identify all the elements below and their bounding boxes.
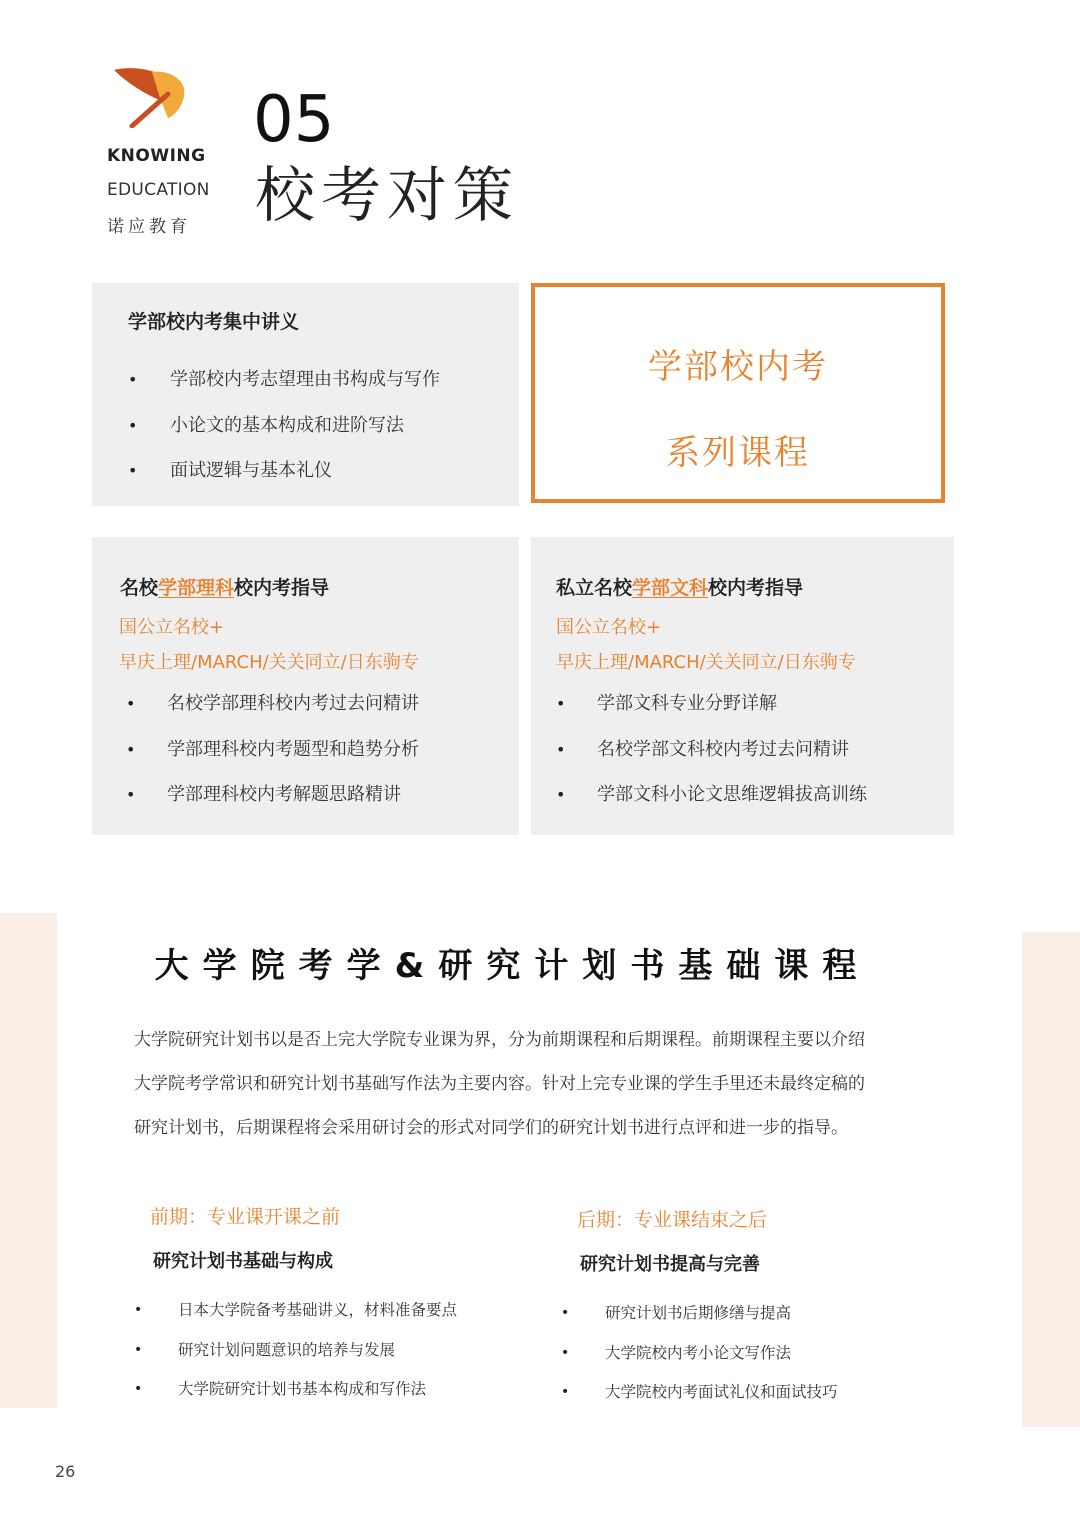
course-box-lecture xyxy=(92,283,519,506)
title-part: 校内考指导 xyxy=(708,577,804,599)
bullet-list xyxy=(522,692,867,829)
list-item: • 名校学部理科校内考过去问精讲 xyxy=(92,692,419,738)
graduate-course-heading: 大学院考学&研究计划书基础课程 xyxy=(154,946,871,986)
list-item: • 学部理科校内考题型和趋势分析 xyxy=(92,738,419,784)
intro-line: 大学院考学常识和研究计划书基础写作法为主要内容。针对上完专业课的学生手里还未最终定稿的 xyxy=(134,1074,865,1094)
list-item: • 学部文科小论文思维逻辑拔高训练 xyxy=(522,783,867,829)
title-highlight: 学部文科 xyxy=(632,577,709,599)
box-title xyxy=(120,573,329,600)
box-title xyxy=(556,573,803,600)
highlight-line-2: 系列课程 xyxy=(666,433,810,473)
highlight-box-series xyxy=(531,283,945,503)
course-box-humanities xyxy=(531,537,954,835)
decor-band-right xyxy=(1022,932,1080,1427)
list-item: • 大学院校内考面试礼仪和面试技巧 xyxy=(561,1381,838,1421)
school-group-1: 国公立名校+ xyxy=(119,617,225,638)
list-item: • 小论文的基本构成和进阶写法 xyxy=(92,414,440,460)
list-item: • 大学院研究计划书基本构成和写作法 xyxy=(134,1378,457,1418)
section-number: 05 xyxy=(253,83,335,157)
course-box-science xyxy=(92,537,519,835)
late-phase-list xyxy=(561,1302,838,1421)
logo-text-knowing: KNOWING xyxy=(107,146,206,166)
early-phase-list xyxy=(134,1299,457,1418)
list-item: • 名校学部文科校内考过去问精讲 xyxy=(522,738,867,784)
list-item: • 学部校内考志望理由书构成与写作 xyxy=(92,368,440,414)
school-group-1: 国公立名校+ xyxy=(556,617,662,638)
highlight-line-1: 学部校内考 xyxy=(648,347,828,387)
ginkgo-leaf-icon xyxy=(108,64,190,128)
box-title: 学部校内考集中讲义 xyxy=(128,311,300,333)
list-item: • 大学院校内考小论文写作法 xyxy=(561,1342,838,1382)
list-item: • 研究计划问题意识的培养与发展 xyxy=(134,1339,457,1379)
list-item: • 面试逻辑与基本礼仪 xyxy=(92,459,440,505)
list-item: • 日本大学院备考基础讲义，材料准备要点 xyxy=(134,1299,457,1339)
intro-line: 研究计划书，后期课程将会采用研讨会的形式对同学们的研究计划书进行点评和进一步的指导。 xyxy=(134,1118,848,1138)
title-part: 校内考指导 xyxy=(234,577,330,599)
intro-line: 大学院研究计划书以是否上完大学院专业课为界，分为前期课程和后期课程。前期课程主要以介绍 xyxy=(134,1030,865,1050)
list-item: • 研究计划书后期修缮与提高 xyxy=(561,1302,838,1342)
title-part: 名校 xyxy=(120,577,159,599)
late-phase-subtitle: 研究计划书提高与完善 xyxy=(580,1254,760,1275)
page-number: 26 xyxy=(55,1462,76,1481)
title-part: 私立名校 xyxy=(556,577,633,599)
early-phase-subtitle: 研究计划书基础与构成 xyxy=(153,1251,333,1272)
school-group-2: 早庆上理/MARCH/关关同立/日东驹专 xyxy=(556,652,856,673)
bullet-list xyxy=(92,692,419,829)
late-phase-title: 后期：专业课结束之后 xyxy=(577,1209,768,1231)
list-item: • 学部理科校内考解题思路精讲 xyxy=(92,783,419,829)
bullet-list xyxy=(92,368,440,505)
logo-text-chinese: 诺应教育 xyxy=(107,217,191,237)
early-phase-title: 前期：专业课开课之前 xyxy=(150,1206,341,1228)
logo-text-education: EDUCATION xyxy=(107,180,210,200)
section-title: 校考对策 xyxy=(255,161,519,231)
list-item: • 学部文科专业分野详解 xyxy=(522,692,867,738)
title-highlight: 学部理科 xyxy=(158,577,235,599)
graduate-course-intro xyxy=(134,1018,934,1150)
school-group-2: 早庆上理/MARCH/关关同立/日东驹专 xyxy=(119,652,419,673)
decor-band-left xyxy=(0,913,57,1408)
